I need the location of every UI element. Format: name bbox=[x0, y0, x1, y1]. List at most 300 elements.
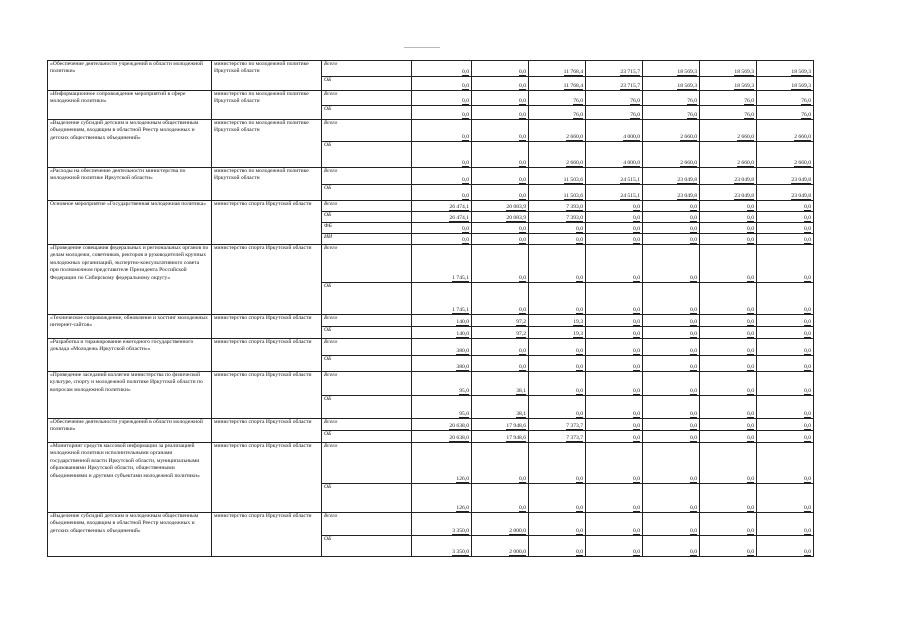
amount-cell bbox=[700, 61, 757, 77]
amount-cell bbox=[412, 443, 472, 484]
amount-cell bbox=[586, 61, 643, 77]
amount-value: 0,0 bbox=[576, 504, 583, 511]
amount-value: 0,0 bbox=[462, 97, 469, 104]
amount-value: 18 569,3 bbox=[791, 82, 811, 89]
activity-name-cell: «Техническое сопровождение, обновление и хостинг молодежных интернет-сайтов» bbox=[48, 315, 212, 339]
amount-cell bbox=[757, 223, 814, 234]
amount-cell bbox=[586, 536, 643, 557]
funding-source-cell: Всего bbox=[322, 443, 412, 484]
table-row bbox=[48, 245, 814, 283]
amount-cell bbox=[586, 120, 643, 142]
amount-value: 0,0 bbox=[804, 318, 811, 325]
amount-cell bbox=[643, 142, 700, 168]
amount-cell bbox=[529, 443, 586, 484]
amount-cell bbox=[529, 536, 586, 557]
amount-cell bbox=[412, 245, 472, 283]
amount-cell bbox=[643, 212, 700, 223]
amount-value: 0,0 bbox=[804, 422, 811, 429]
amount-value: 0,0 bbox=[462, 159, 469, 166]
funding-source-cell: Всего bbox=[322, 61, 412, 77]
amount-value: 0,0 bbox=[690, 203, 697, 210]
amount-cell bbox=[529, 484, 586, 513]
table-row bbox=[48, 315, 814, 327]
amount-value: 0,0 bbox=[690, 504, 697, 511]
amount-cell bbox=[700, 443, 757, 484]
executor-cell: министерство по молодежной политике Иркутской области bbox=[212, 61, 322, 91]
activity-name-cell: «Разработка и тиражирование ежегодного государственного доклада «Молодежь Иркутской области»» bbox=[48, 339, 212, 372]
table-row bbox=[48, 201, 814, 212]
amount-cell bbox=[472, 223, 529, 234]
executor-cell: министерство спорта Иркутской области bbox=[212, 315, 322, 339]
amount-value: 0,0 bbox=[747, 274, 754, 281]
amount-value: 0,0 bbox=[519, 97, 526, 104]
amount-value: 0,0 bbox=[804, 363, 811, 370]
funding-source-cell: ОБ bbox=[322, 142, 412, 168]
table-row bbox=[48, 120, 814, 142]
amount-cell bbox=[757, 431, 814, 443]
amount-value: 0,0 bbox=[747, 387, 754, 394]
amount-value: 23 049,8 bbox=[677, 192, 697, 199]
amount-cell bbox=[472, 536, 529, 557]
amount-value: 140,0 bbox=[456, 318, 469, 325]
amount-cell bbox=[586, 315, 643, 327]
amount-value: 0,0 bbox=[462, 111, 469, 118]
funding-source-cell: ОБ bbox=[322, 106, 412, 120]
amount-cell bbox=[757, 61, 814, 77]
amount-value: 76,0 bbox=[801, 97, 811, 104]
amount-value: 0,0 bbox=[747, 434, 754, 441]
amount-value: 0,0 bbox=[519, 82, 526, 89]
amount-value: 0,0 bbox=[519, 475, 526, 482]
amount-cell bbox=[586, 142, 643, 168]
funding-source-cell: Всего bbox=[322, 245, 412, 283]
amount-value: 0,0 bbox=[576, 236, 583, 243]
executor-cell: министерство спорта Иркутской области bbox=[212, 201, 322, 245]
amount-cell bbox=[643, 372, 700, 396]
amount-cell bbox=[757, 91, 814, 106]
amount-cell bbox=[472, 120, 529, 142]
amount-cell bbox=[757, 443, 814, 484]
amount-value: 4 000,0 bbox=[623, 133, 640, 140]
amount-cell bbox=[643, 245, 700, 283]
amount-value: 0,0 bbox=[462, 236, 469, 243]
amount-value: 97,2 bbox=[516, 330, 526, 337]
amount-value: 7 393,0 bbox=[566, 214, 583, 221]
amount-cell bbox=[529, 223, 586, 234]
amount-cell bbox=[643, 168, 700, 185]
amount-cell bbox=[412, 168, 472, 185]
amount-value: 0,0 bbox=[576, 475, 583, 482]
amount-cell bbox=[529, 106, 586, 120]
amount-value: 26 474,1 bbox=[449, 203, 469, 210]
amount-cell bbox=[412, 91, 472, 106]
amount-cell bbox=[643, 315, 700, 327]
amount-cell bbox=[700, 339, 757, 356]
amount-cell bbox=[643, 201, 700, 212]
amount-value: 0,0 bbox=[804, 214, 811, 221]
amount-cell bbox=[529, 212, 586, 223]
amount-cell bbox=[529, 201, 586, 212]
amount-value: 38,1 bbox=[516, 387, 526, 394]
amount-value: 0,0 bbox=[804, 527, 811, 534]
amount-cell bbox=[700, 356, 757, 372]
amount-cell bbox=[586, 168, 643, 185]
amount-cell bbox=[412, 536, 472, 557]
amount-cell bbox=[757, 245, 814, 283]
funding-source-cell: ОБ bbox=[322, 396, 412, 419]
amount-value: 0,0 bbox=[576, 363, 583, 370]
amount-value: 0,0 bbox=[804, 548, 811, 555]
amount-value: 20 638,0 bbox=[449, 434, 469, 441]
amount-value: 23 715,7 bbox=[620, 82, 640, 89]
amount-value: 0,0 bbox=[747, 363, 754, 370]
amount-cell bbox=[586, 91, 643, 106]
amount-cell bbox=[643, 339, 700, 356]
amount-cell bbox=[586, 396, 643, 419]
executor-cell: министерство по молодежной политике Иркутской области bbox=[212, 91, 322, 120]
amount-cell bbox=[700, 168, 757, 185]
amount-value: 0,0 bbox=[576, 548, 583, 555]
amount-value: 3 350,0 bbox=[452, 548, 469, 555]
amount-cell bbox=[586, 327, 643, 339]
table-row bbox=[48, 61, 814, 77]
amount-value: 97,2 bbox=[516, 318, 526, 325]
amount-value: 0,0 bbox=[690, 475, 697, 482]
amount-cell bbox=[412, 419, 472, 431]
amount-value: 0,0 bbox=[519, 274, 526, 281]
amount-cell bbox=[586, 201, 643, 212]
amount-value: 2 660,0 bbox=[794, 133, 811, 140]
amount-cell bbox=[529, 315, 586, 327]
amount-value: 0,0 bbox=[690, 527, 697, 534]
amount-cell bbox=[529, 168, 586, 185]
amount-cell bbox=[412, 120, 472, 142]
amount-cell bbox=[643, 234, 700, 245]
amount-value: 0,0 bbox=[519, 306, 526, 313]
amount-value: 2 660,0 bbox=[680, 159, 697, 166]
funding-source-cell: Всего bbox=[322, 513, 412, 536]
amount-cell bbox=[472, 356, 529, 372]
amount-cell bbox=[412, 513, 472, 536]
amount-cell bbox=[529, 419, 586, 431]
amount-cell bbox=[529, 283, 586, 315]
amount-value: 0,0 bbox=[804, 504, 811, 511]
amount-cell bbox=[643, 513, 700, 536]
amount-value: 2 660,0 bbox=[680, 133, 697, 140]
amount-value: 76,0 bbox=[744, 97, 754, 104]
amount-value: 0,0 bbox=[633, 203, 640, 210]
executor-cell: министерство по молодежной политике Иркутской области bbox=[212, 120, 322, 168]
activity-name-cell: «Выделение субсидий детским и молодежным общественным объединениям, входящим в областной Реестр молодежных и детских общественных объединений» bbox=[48, 120, 212, 168]
amount-cell bbox=[529, 91, 586, 106]
funding-source-cell: Всего bbox=[322, 372, 412, 396]
amount-cell bbox=[472, 339, 529, 356]
amount-cell bbox=[700, 283, 757, 315]
amount-cell bbox=[412, 142, 472, 168]
amount-cell bbox=[586, 234, 643, 245]
amount-cell bbox=[412, 283, 472, 315]
amount-value: 0,0 bbox=[747, 475, 754, 482]
amount-cell bbox=[412, 185, 472, 201]
amount-value: 19,3 bbox=[573, 330, 583, 337]
budget-body bbox=[48, 61, 814, 557]
funding-source-cell: Всего bbox=[322, 315, 412, 327]
amount-cell bbox=[472, 201, 529, 212]
amount-value: 0,0 bbox=[804, 330, 811, 337]
funding-source-cell: ОБ bbox=[322, 283, 412, 315]
amount-value: 0,0 bbox=[804, 236, 811, 243]
amount-value: 0,0 bbox=[633, 214, 640, 221]
amount-cell bbox=[412, 77, 472, 91]
amount-value: 0,0 bbox=[576, 347, 583, 354]
amount-cell bbox=[700, 77, 757, 91]
amount-value: 0,0 bbox=[462, 82, 469, 89]
amount-value: 0,0 bbox=[633, 330, 640, 337]
amount-value: 11 768,4 bbox=[563, 68, 583, 75]
amount-cell bbox=[757, 168, 814, 185]
amount-cell bbox=[643, 120, 700, 142]
amount-value: 0,0 bbox=[690, 434, 697, 441]
amount-cell bbox=[472, 245, 529, 283]
amount-cell bbox=[586, 484, 643, 513]
amount-value: 0,0 bbox=[633, 527, 640, 534]
amount-cell bbox=[586, 372, 643, 396]
amount-value: 0,0 bbox=[804, 306, 811, 313]
amount-cell bbox=[757, 283, 814, 315]
amount-cell bbox=[643, 431, 700, 443]
amount-cell bbox=[757, 356, 814, 372]
funding-source-cell: ФБ bbox=[322, 223, 412, 234]
amount-value: 0,0 bbox=[633, 548, 640, 555]
amount-value: 23 049,8 bbox=[734, 192, 754, 199]
amount-value: 38,1 bbox=[516, 410, 526, 417]
amount-cell bbox=[757, 77, 814, 91]
amount-value: 18 569,3 bbox=[791, 68, 811, 75]
page-top-mark bbox=[404, 47, 440, 48]
amount-value: 0,0 bbox=[462, 192, 469, 199]
amount-value: 3 350,0 bbox=[452, 527, 469, 534]
amount-cell bbox=[643, 396, 700, 419]
amount-cell bbox=[757, 201, 814, 212]
amount-cell bbox=[586, 513, 643, 536]
amount-value: 0,0 bbox=[747, 504, 754, 511]
amount-cell bbox=[757, 106, 814, 120]
amount-cell bbox=[757, 419, 814, 431]
amount-cell bbox=[757, 212, 814, 223]
amount-cell bbox=[700, 431, 757, 443]
amount-cell bbox=[472, 327, 529, 339]
amount-value: 0,0 bbox=[747, 410, 754, 417]
activity-name-cell: «Обеспечение деятельности учреждений в области молодежной политики» bbox=[48, 61, 212, 91]
amount-cell bbox=[700, 315, 757, 327]
amount-value: 380,0 bbox=[456, 363, 469, 370]
amount-value: 0,0 bbox=[633, 422, 640, 429]
amount-value: 7 373,7 bbox=[566, 422, 583, 429]
amount-cell bbox=[700, 91, 757, 106]
activity-name-cell: «Обеспечение деятельности учреждений в области молодежной политики» bbox=[48, 419, 212, 443]
funding-source-cell: ОБ bbox=[322, 212, 412, 223]
amount-value: 2 660,0 bbox=[737, 159, 754, 166]
amount-cell bbox=[700, 212, 757, 223]
amount-cell bbox=[700, 419, 757, 431]
amount-cell bbox=[529, 513, 586, 536]
amount-cell bbox=[412, 356, 472, 372]
amount-cell bbox=[643, 536, 700, 557]
amount-cell bbox=[757, 339, 814, 356]
amount-value: 0,0 bbox=[804, 434, 811, 441]
amount-cell bbox=[472, 513, 529, 536]
funding-source-cell: ИИ bbox=[322, 234, 412, 245]
amount-cell bbox=[757, 234, 814, 245]
amount-cell bbox=[472, 234, 529, 245]
funding-source-cell: ОБ bbox=[322, 327, 412, 339]
amount-cell bbox=[529, 339, 586, 356]
amount-value: 26 474,1 bbox=[449, 214, 469, 221]
amount-value: 126,0 bbox=[456, 475, 469, 482]
amount-value: 0,0 bbox=[747, 422, 754, 429]
amount-value: 126,0 bbox=[456, 504, 469, 511]
amount-value: 20 083,9 bbox=[506, 214, 526, 221]
amount-cell bbox=[529, 431, 586, 443]
amount-value: 0,0 bbox=[462, 225, 469, 232]
funding-source-cell: ОБ bbox=[322, 431, 412, 443]
amount-cell bbox=[586, 283, 643, 315]
amount-value: 11 503,6 bbox=[563, 192, 583, 199]
amount-value: 2 000,0 bbox=[509, 527, 526, 534]
amount-value: 0,0 bbox=[804, 347, 811, 354]
amount-value: 0,0 bbox=[633, 274, 640, 281]
amount-value: 0,0 bbox=[519, 225, 526, 232]
amount-value: 0,0 bbox=[519, 68, 526, 75]
funding-source-cell: Всего bbox=[322, 339, 412, 356]
amount-value: 0,0 bbox=[747, 318, 754, 325]
amount-value: 23 049,8 bbox=[734, 176, 754, 183]
funding-source-cell: Всего bbox=[322, 201, 412, 212]
amount-value: 76,0 bbox=[744, 111, 754, 118]
amount-cell bbox=[700, 142, 757, 168]
amount-value: 24 515,1 bbox=[620, 176, 640, 183]
executor-cell: министерство спорта Иркутской области bbox=[212, 443, 322, 513]
amount-cell bbox=[412, 61, 472, 77]
amount-cell bbox=[700, 201, 757, 212]
amount-cell bbox=[472, 484, 529, 513]
amount-value: 0,0 bbox=[747, 203, 754, 210]
amount-value: 0,0 bbox=[804, 410, 811, 417]
amount-value: 0,0 bbox=[633, 363, 640, 370]
amount-cell bbox=[757, 120, 814, 142]
amount-value: 0,0 bbox=[804, 387, 811, 394]
funding-source-cell: ОБ bbox=[322, 356, 412, 372]
amount-value: 0,0 bbox=[690, 236, 697, 243]
amount-value: 7 393,0 bbox=[566, 203, 583, 210]
amount-cell bbox=[529, 396, 586, 419]
amount-value: 0,0 bbox=[747, 225, 754, 232]
amount-cell bbox=[472, 168, 529, 185]
amount-cell bbox=[643, 443, 700, 484]
amount-value: 0,0 bbox=[462, 133, 469, 140]
amount-value: 0,0 bbox=[690, 214, 697, 221]
amount-value: 4 000,0 bbox=[623, 159, 640, 166]
amount-cell bbox=[472, 61, 529, 77]
amount-cell bbox=[529, 61, 586, 77]
amount-cell bbox=[757, 185, 814, 201]
executor-cell: министерство спорта Иркутской области bbox=[212, 513, 322, 557]
amount-value: 0,0 bbox=[576, 225, 583, 232]
amount-value: 0,0 bbox=[633, 225, 640, 232]
amount-cell bbox=[412, 484, 472, 513]
amount-value: 0,0 bbox=[747, 306, 754, 313]
amount-value: 76,0 bbox=[573, 111, 583, 118]
amount-cell bbox=[700, 223, 757, 234]
amount-cell bbox=[643, 91, 700, 106]
amount-value: 0,0 bbox=[519, 111, 526, 118]
amount-cell bbox=[412, 212, 472, 223]
funding-source-cell: ОБ bbox=[322, 185, 412, 201]
amount-value: 2 660,0 bbox=[737, 133, 754, 140]
amount-value: 2 660,0 bbox=[566, 133, 583, 140]
amount-value: 0,0 bbox=[519, 236, 526, 243]
amount-cell bbox=[700, 513, 757, 536]
amount-value: 0,0 bbox=[519, 133, 526, 140]
amount-value: 76,0 bbox=[801, 111, 811, 118]
amount-value: 18 569,3 bbox=[677, 82, 697, 89]
amount-cell bbox=[529, 356, 586, 372]
amount-cell bbox=[643, 185, 700, 201]
amount-cell bbox=[529, 372, 586, 396]
amount-cell bbox=[586, 223, 643, 234]
amount-value: 0,0 bbox=[804, 225, 811, 232]
amount-value: 1 745,1 bbox=[452, 306, 469, 313]
activity-name-cell: «Расходы на обеспечение деятельности министерства по молодежной политике Иркутской области» bbox=[48, 168, 212, 201]
amount-value: 2 000,0 bbox=[509, 548, 526, 555]
amount-cell bbox=[643, 283, 700, 315]
amount-cell bbox=[643, 61, 700, 77]
amount-value: 0,0 bbox=[747, 214, 754, 221]
amount-cell bbox=[700, 372, 757, 396]
amount-value: 0,0 bbox=[690, 274, 697, 281]
amount-value: 0,0 bbox=[690, 225, 697, 232]
amount-value: 0,0 bbox=[633, 387, 640, 394]
amount-value: 0,0 bbox=[462, 68, 469, 75]
amount-cell bbox=[472, 142, 529, 168]
table-row bbox=[48, 443, 814, 484]
amount-value: 0,0 bbox=[804, 203, 811, 210]
amount-value: 0,0 bbox=[633, 318, 640, 325]
amount-value: 2 660,0 bbox=[794, 159, 811, 166]
amount-value: 0,0 bbox=[690, 306, 697, 313]
funding-source-cell: Всего bbox=[322, 91, 412, 106]
amount-value: 0,0 bbox=[576, 274, 583, 281]
amount-cell bbox=[529, 185, 586, 201]
amount-cell bbox=[757, 142, 814, 168]
amount-value: 380,0 bbox=[456, 347, 469, 354]
amount-value: 0,0 bbox=[519, 176, 526, 183]
amount-value: 0,0 bbox=[519, 363, 526, 370]
amount-cell bbox=[757, 315, 814, 327]
amount-cell bbox=[757, 396, 814, 419]
amount-value: 0,0 bbox=[633, 347, 640, 354]
amount-cell bbox=[586, 106, 643, 120]
amount-value: 0,0 bbox=[690, 422, 697, 429]
amount-value: 0,0 bbox=[633, 475, 640, 482]
budget-table bbox=[47, 60, 814, 557]
amount-value: 20 083,9 bbox=[506, 203, 526, 210]
amount-value: 0,0 bbox=[633, 306, 640, 313]
amount-value: 76,0 bbox=[687, 97, 697, 104]
table-row bbox=[48, 513, 814, 536]
amount-cell bbox=[643, 223, 700, 234]
activity-name-cell: «Выделение субсидий детским и молодежным общественным объединениям, входящим в областной Реестр молодежных и детских общественных объединений» bbox=[48, 513, 212, 557]
